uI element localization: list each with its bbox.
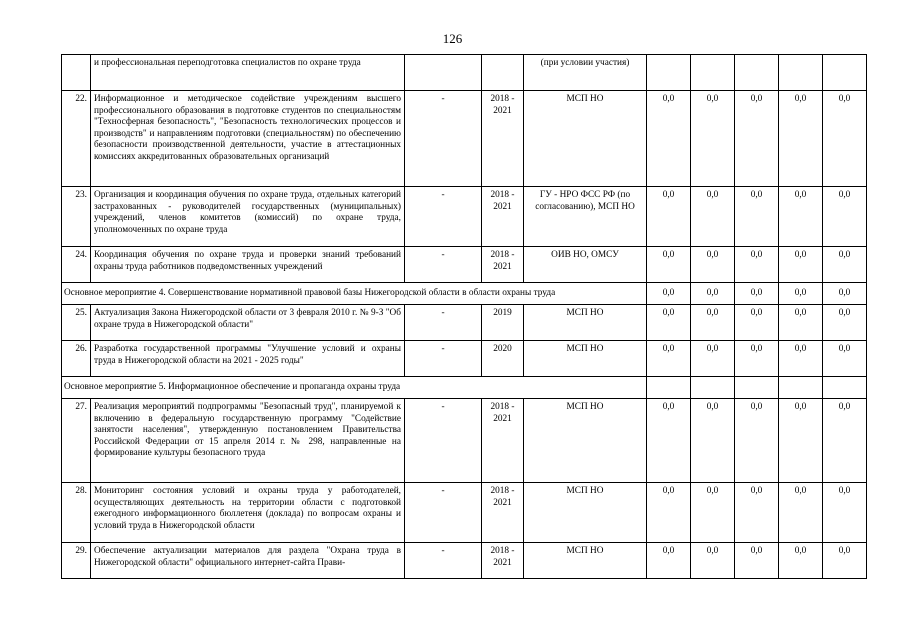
table-row [62, 543, 867, 579]
row-number [62, 55, 91, 91]
period-cell: 2019 [482, 305, 524, 341]
funding-value: 0,0 [691, 187, 735, 247]
funding-value [691, 377, 735, 399]
funding-value [823, 377, 867, 399]
funding-value: 0,0 [691, 341, 735, 377]
funding-value: 0,0 [647, 247, 691, 283]
funding-value [647, 55, 691, 91]
table-row [62, 187, 867, 247]
table-row [62, 399, 867, 483]
page-number: 126 [442, 31, 463, 46]
section-title: Основное мероприятие 5. Информационное обеспечение и пропаганда охраны труда [62, 377, 647, 399]
funding-value: 0,0 [691, 305, 735, 341]
table-row [62, 247, 867, 283]
participant-cell: МСП НО [524, 399, 647, 483]
funding-value: 0,0 [779, 399, 823, 483]
funding-value: 0,0 [823, 305, 867, 341]
participant-cell: МСП НО [524, 341, 647, 377]
funding-value: 0,0 [647, 283, 691, 305]
funding-value: 0,0 [779, 305, 823, 341]
funding-value [691, 55, 735, 91]
funding-value: 0,0 [735, 91, 779, 187]
row-number: 23. [62, 187, 91, 247]
executor-cell [405, 55, 482, 91]
period-cell: 2018 - 2021 [482, 399, 524, 483]
executor-cell: - [405, 543, 482, 579]
row-number: 24. [62, 247, 91, 283]
funding-value: 0,0 [647, 91, 691, 187]
funding-value: 0,0 [735, 543, 779, 579]
funding-value [647, 377, 691, 399]
period-cell [482, 55, 524, 91]
funding-value: 0,0 [647, 543, 691, 579]
table-row [62, 483, 867, 543]
funding-value: 0,0 [779, 187, 823, 247]
participant-cell: ОИВ НО, ОМСУ [524, 247, 647, 283]
executor-cell: - [405, 247, 482, 283]
executor-cell: - [405, 341, 482, 377]
measure-description: Актуализация Закона Нижегородской области от 3 февраля 2010 г. № 9-З "Об охране труда в Нижегородской области" [91, 305, 405, 341]
funding-value: 0,0 [735, 247, 779, 283]
period-cell: 2018 - 2021 [482, 543, 524, 579]
funding-value: 0,0 [779, 283, 823, 305]
funding-value: 0,0 [647, 399, 691, 483]
executor-cell: - [405, 91, 482, 187]
measures-table [61, 54, 867, 579]
funding-value [779, 55, 823, 91]
funding-value: 0,0 [779, 341, 823, 377]
section-row [62, 377, 867, 399]
funding-value: 0,0 [691, 399, 735, 483]
funding-value: 0,0 [647, 341, 691, 377]
funding-value: 0,0 [691, 543, 735, 579]
funding-value: 0,0 [691, 483, 735, 543]
executor-cell: - [405, 399, 482, 483]
row-number: 25. [62, 305, 91, 341]
executor-cell: - [405, 305, 482, 341]
participant-cell: МСП НО [524, 91, 647, 187]
participant-cell: ГУ - НРО ФСС РФ (по согласованию), МСП НО [524, 187, 647, 247]
period-cell: 2018 - 2021 [482, 91, 524, 187]
funding-value: 0,0 [823, 91, 867, 187]
funding-value: 0,0 [823, 283, 867, 305]
funding-value: 0,0 [779, 543, 823, 579]
funding-value: 0,0 [823, 543, 867, 579]
measure-description: Координация обучения по охране труда и проверки знаний требований охраны труда работников подведомственных учреждений [91, 247, 405, 283]
funding-value: 0,0 [735, 283, 779, 305]
funding-value: 0,0 [735, 187, 779, 247]
table-row [62, 305, 867, 341]
section-title: Основное мероприятие 4. Совершенствование нормативной правовой базы Нижегородской области в области охраны труда [62, 283, 647, 305]
measure-description: Мониторинг состояния условий и охраны труда у работодателей, осуществляющих деятельность на территории области с подготовкой ежегодного информационного бюллетеня (доклада) по вопросам охраны и условий труда в Нижегородской области [91, 483, 405, 543]
table-row [62, 91, 867, 187]
funding-value: 0,0 [823, 399, 867, 483]
funding-value [823, 55, 867, 91]
funding-value: 0,0 [823, 483, 867, 543]
funding-value: 0,0 [735, 399, 779, 483]
row-number: 26. [62, 341, 91, 377]
funding-value: 0,0 [647, 187, 691, 247]
period-cell: 2018 - 2021 [482, 247, 524, 283]
funding-value: 0,0 [735, 305, 779, 341]
participant-cell: (при условии участия) [524, 55, 647, 91]
table-row [62, 55, 867, 91]
funding-value: 0,0 [779, 247, 823, 283]
measure-description: Организация и координация обучения по охране труда, отдельных категорий застрахованных - руководителей государственных (муниципальных) учреждений, членов комитетов (комиссий) по охране труда, уполномоченных по охране труда [91, 187, 405, 247]
funding-value: 0,0 [823, 187, 867, 247]
funding-value [735, 55, 779, 91]
executor-cell: - [405, 187, 482, 247]
row-number: 27. [62, 399, 91, 483]
measure-description: Разработка государственной программы "Улучшение условий и охраны труда в Нижегородской области на 2021 - 2025 годы" [91, 341, 405, 377]
row-number: 28. [62, 483, 91, 543]
measure-description: Информационное и методическое содействие учреждениям высшего профессионального образования в подготовке студентов по специальностям "Техносферная безопасность", "Безопасность технологических процессов и производств" и направлениям подготовки (специальностям) по обеспечению безопасности производственной деятельности, участие в аттестационных комиссиях аккредитованных образовательных организаций [91, 91, 405, 187]
section-row [62, 283, 867, 305]
funding-value: 0,0 [647, 483, 691, 543]
funding-value: 0,0 [779, 91, 823, 187]
funding-value: 0,0 [823, 341, 867, 377]
measure-description: Обеспечение актуализации материалов для раздела "Охрана труда в Нижегородской области" официального интернет-сайта Прави- [91, 543, 405, 579]
period-cell: 2018 - 2021 [482, 187, 524, 247]
table-row [62, 341, 867, 377]
row-number: 22. [62, 91, 91, 187]
funding-value: 0,0 [735, 483, 779, 543]
period-cell: 2020 [482, 341, 524, 377]
funding-value: 0,0 [779, 483, 823, 543]
funding-value: 0,0 [691, 247, 735, 283]
funding-value: 0,0 [691, 91, 735, 187]
participant-cell: МСП НО [524, 305, 647, 341]
funding-value: 0,0 [691, 283, 735, 305]
funding-value [735, 377, 779, 399]
row-number: 29. [62, 543, 91, 579]
executor-cell: - [405, 483, 482, 543]
funding-value [779, 377, 823, 399]
funding-value: 0,0 [823, 247, 867, 283]
participant-cell: МСП НО [524, 543, 647, 579]
period-cell: 2018 - 2021 [482, 483, 524, 543]
participant-cell: МСП НО [524, 483, 647, 543]
funding-value: 0,0 [735, 341, 779, 377]
measure-description: Реализация мероприятий подпрограммы "Безопасный труд", планируемой к включению в федеральную государственную программу "Содействие занятости населения", утвержденную постановлением Правительства Российской Федерации от 15 апреля 2014 г. № 298, направленные на формирование культуры безопасного труда [91, 399, 405, 483]
funding-value: 0,0 [647, 305, 691, 341]
measure-description: и профессиональная переподготовка специалистов по охране труда [91, 55, 405, 91]
